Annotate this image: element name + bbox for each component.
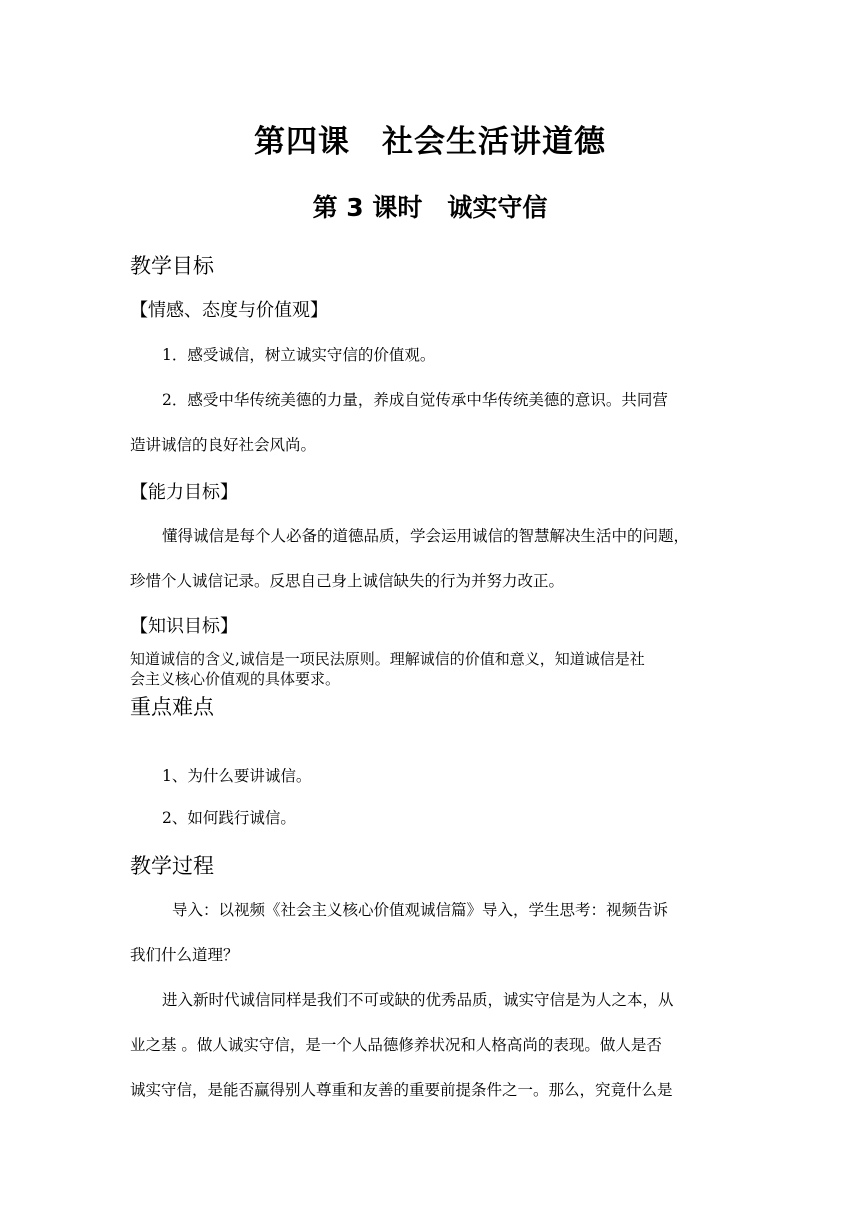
key-point-1: 1、为什么要讲诚信。 bbox=[162, 767, 312, 785]
ability-line-1: 懂得诚信是每个人必备的道德品质，学会运用诚信的智慧解决生活中的问题， bbox=[162, 527, 690, 545]
process-line-5: 诚实守信，是能否赢得别人尊重和友善的重要前提条件之一。那么，究竟什么是 bbox=[130, 1081, 673, 1099]
process-heading: 教学过程 bbox=[130, 854, 214, 878]
emotion-item-1: 1．感受诚信，树立诚实守信的价值观。 bbox=[162, 346, 436, 364]
knowledge-heading: 【知识目标】 bbox=[130, 616, 238, 637]
process-line-1: 导入：以视频《社会主义核心价值观诚信篇》导入，学生思考：视频告诉 bbox=[172, 901, 669, 919]
ability-line-2: 珍惜个人诚信记录。反思自己身上诚信缺失的行为并努力改正。 bbox=[130, 572, 565, 590]
objectives-heading: 教学目标 bbox=[130, 254, 214, 278]
process-line-2: 我们什么道理？ bbox=[130, 946, 239, 964]
key-point-2: 2、如何践行诚信。 bbox=[162, 809, 296, 827]
emotion-item-2: 2．感受中华传统美德的力量，养成自觉传承中华传统美德的意识。共同营 bbox=[162, 391, 668, 409]
knowledge-line-2: 会主义核心价值观的具体要求。 bbox=[130, 670, 341, 688]
emotion-heading: 【情感、态度与价值观】 bbox=[130, 300, 328, 321]
process-line-3: 进入新时代诚信同样是我们不可或缺的优秀品质，诚实守信是为人之本，从 bbox=[162, 991, 674, 1009]
process-line-4: 业之基 。做人诚实守信，是一个人品德修养状况和人格高尚的表现。做人是否 bbox=[130, 1036, 662, 1054]
lesson-subtitle: 第 3 课时 诚实守信 bbox=[312, 193, 548, 222]
emotion-item-2-cont: 造讲诚信的良好社会风尚。 bbox=[130, 436, 317, 454]
ability-heading: 【能力目标】 bbox=[130, 482, 238, 503]
knowledge-line-1: 知道诚信的含义,诚信是一项民法原则。理解诚信的价值和意义，知道诚信是社 bbox=[130, 650, 645, 668]
page-title: 第四课 社会生活讲道德 bbox=[254, 124, 606, 160]
key-points-heading: 重点难点 bbox=[130, 695, 214, 719]
